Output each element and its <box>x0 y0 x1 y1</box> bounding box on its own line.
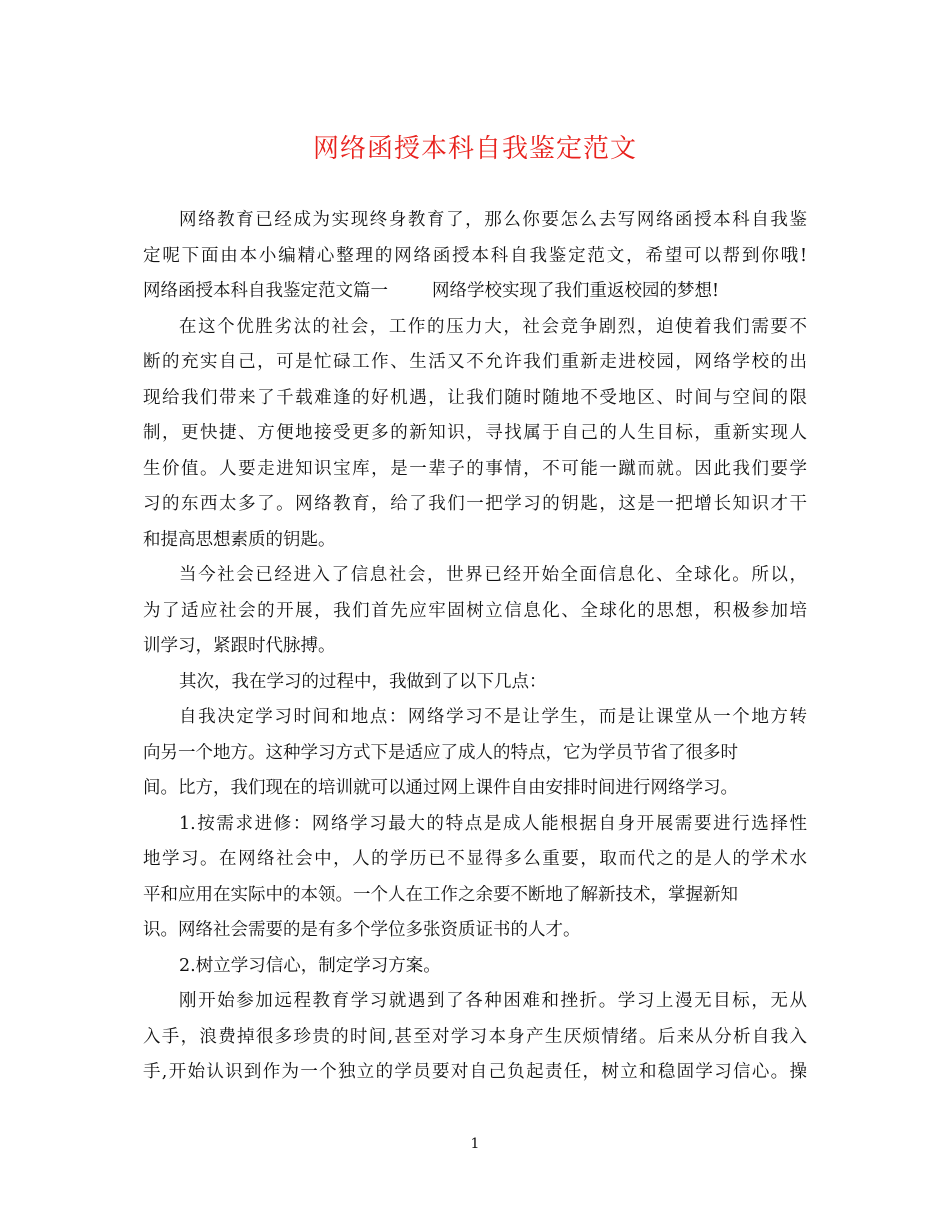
paragraph-line: 其次，我在学习的过程中，我做到了以下几点： <box>179 671 547 692</box>
paragraph-line: 向另一个地方。这种学习方式下是适应了成人的特点，它为学员节省了很多时 <box>143 742 738 763</box>
paragraph-line: 现给我们带来了千载难逢的好机遇，让我们随时随地不受地区、时间与空间的限 <box>143 387 807 408</box>
document-title: 网络函授本科自我鉴定范文 <box>312 134 637 164</box>
paragraph-line: 1.按需求进修：网络学习最大的特点是成人能根据自身开展需要进行选择性 <box>179 813 807 834</box>
section-heading-line <box>143 274 807 310</box>
paragraph-line: 地学习。在网络社会中，人的学历已不显得多么重要，取而代之的是人的学术水 <box>143 849 807 869</box>
paragraph-line: 为了适应社会的开展，我们首先应牢固树立信息化、全球化的思想，积极参加培 <box>143 600 807 621</box>
section-heading: 网络函授本科自我鉴定范文篇一 <box>143 281 388 301</box>
paragraph-line: 识。网络社会需要的是有多个学位多张资质证书的人才。 <box>143 920 581 940</box>
paragraph-line: 入手，浪费掉很多珍贵的时间,甚至对学习本身产生厌烦情绪。后来从分析自我入 <box>143 1026 807 1047</box>
paragraph-line: 网络教育已经成为实现终身教育了，那么你要怎么去写网络函授本科自我鉴 <box>179 210 807 230</box>
paragraph-line: 间。比方，我们现在的培训就可以通过网上课件自由安排时间进行网络学习。 <box>143 778 738 798</box>
paragraph-line: 习的东西太多了。网络教育，给了我们一把学习的钥匙，这是一把增长知识才干 <box>143 494 807 514</box>
paragraph-line: 生价值。人要走进知识宝库，是一辈子的事情，不可能一蹴而就。因此我们要学 <box>143 458 807 479</box>
document-body <box>143 203 807 1091</box>
paragraph-line: 在这个优胜劣汰的社会，工作的压力大，社会竞争剧烈，迫使着我们需要不 <box>179 316 807 337</box>
paragraph-line: 自我决定学习时间和地点：网络学习不是让学生，而是让课堂从一个地方转 <box>179 707 807 727</box>
paragraph-line: 手,开始认识到作为一个独立的学员要对自己负起责任，树立和稳固学习信心。操 <box>143 1062 807 1082</box>
paragraph-line: 断的充实自己，可是忙碌工作、生活又不允许我们重新走进校园，网络学校的出 <box>143 352 807 372</box>
section-subheading: 网络学校实现了我们重返校园的梦想! <box>432 281 720 301</box>
paragraph-line: 2.树立学习信心，制定学习方案。 <box>179 955 441 976</box>
paragraph-line: 刚开始参加远程教育学习就遇到了各种困难和挫折。学习上漫无目标，无从 <box>179 991 807 1011</box>
paragraph-line: 当今社会已经进入了信息社会，世界已经开始全面信息化、全球化。所以， <box>179 565 807 585</box>
paragraph-line: 平和应用在实际中的本领。一个人在工作之余要不断地了解新技术，掌握新知 <box>143 884 738 905</box>
paragraph-line: 定呢下面由本小编精心整理的网络函授本科自我鉴定范文，希望可以帮到你哦! <box>143 245 807 266</box>
paragraph-line: 和提高思想素质的钥匙。 <box>143 529 336 550</box>
paragraph-line: 制，更快捷、方便地接受更多的新知识，寻找属于自己的人生目标，重新实现人 <box>143 423 807 443</box>
page-number: 1 <box>470 1136 480 1152</box>
paragraph-line: 训学习，紧跟时代脉搏。 <box>143 636 336 656</box>
